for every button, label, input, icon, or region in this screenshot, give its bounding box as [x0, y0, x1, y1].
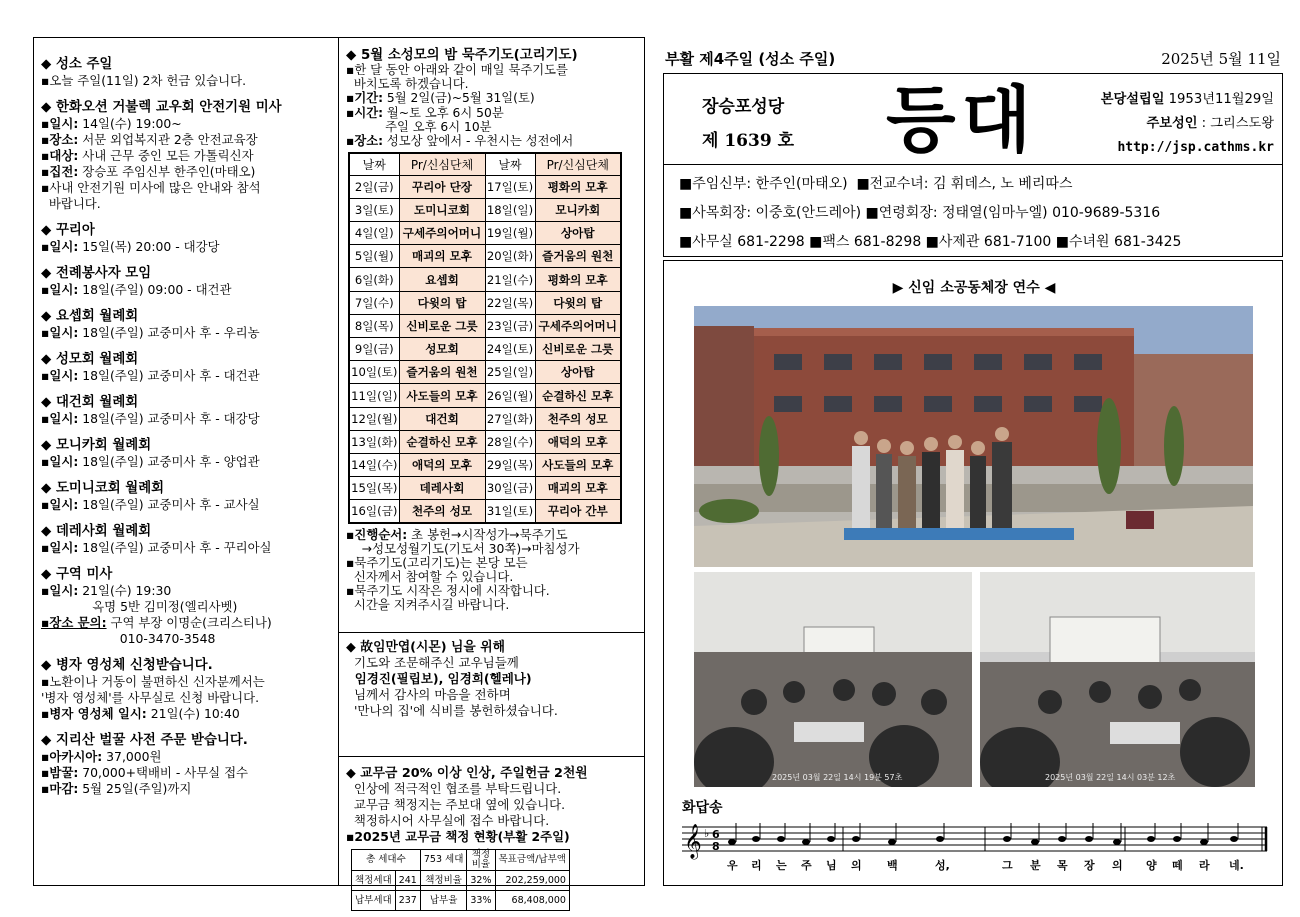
label: ▪일시:: [41, 368, 79, 383]
text-line: 바치도록 하겠습니다.: [346, 77, 469, 92]
section-district-mass: [41, 566, 332, 647]
text-line: 옥명 5반 김미정(엘리사벳): [41, 599, 238, 614]
text-line: 인상에 적극적인 협조를 부탁드립니다.: [346, 781, 562, 797]
date-cell: 14일(수): [349, 453, 399, 476]
date-cell: 27일(화): [485, 407, 535, 430]
date-cell: 9일(금): [349, 338, 399, 361]
photo-section-title: ▶ 신임 소공동체장 연수 ◀: [892, 280, 1056, 296]
middle-column: [338, 37, 645, 906]
lyric-syllable: 성,: [935, 859, 950, 872]
group-cell: 매괴의 모후: [535, 477, 621, 500]
staff-line: ■사목회장: 이중호(안드레아) ■연령회장: 정태열(임마누엘) 010-9689-5316: [679, 205, 1161, 221]
date-cell: 24일(토): [485, 338, 535, 361]
text: 18일(주일) 교중미사 후 - 대건관: [78, 368, 260, 383]
group-cell: 사도들의 모후: [399, 384, 485, 407]
section-title: ◆ 故임만엽(시몬) 님을 위해: [346, 640, 505, 655]
table-row: [352, 871, 570, 891]
group-cell: 매괴의 모후: [399, 245, 485, 268]
section-monica: [41, 437, 332, 470]
label: ▪병자 영성체 일시:: [41, 706, 147, 721]
text: 18일(주일) 교중미사 후 - 양업관: [78, 454, 260, 469]
church-name: 장승포성당: [702, 97, 785, 117]
section-title: ◆ 5월 소성모의 밤 묵주기도(고리기도): [346, 48, 578, 63]
section-title: ◆ 꾸리아: [41, 223, 95, 238]
date-cell: 5일(월): [349, 245, 399, 268]
staff-line: ■사무실 681-2298 ■팩스 681-8298 ■사제관 681-7100 ■수녀원 681-3425: [679, 234, 1182, 250]
table-row: [349, 500, 621, 523]
music-staff: [682, 821, 1272, 881]
group-cell: 애덕의 모후: [535, 430, 621, 453]
table-row: [349, 268, 621, 291]
section-honey-order: [41, 732, 332, 797]
section-title: ◆ 한화오션 거불렉 교우회 안전기원 미사: [41, 100, 282, 115]
music-note: [752, 836, 760, 842]
table-header-row: [349, 153, 621, 175]
music-note: [1147, 836, 1155, 842]
label: ▪일시:: [41, 540, 79, 555]
group-cell: 천주의 성모: [535, 407, 621, 430]
masthead: [663, 73, 1283, 165]
date-cell: 10일(토): [349, 361, 399, 384]
text-line: ▪노환이나 거동이 불편하신 신자분께서는: [41, 674, 265, 689]
date-cell: 17일(토): [485, 175, 535, 198]
column-header: Pr/신심단체: [399, 153, 485, 175]
table-row: [349, 477, 621, 500]
text-line: 님께서 감사의 마음을 전하며: [346, 687, 511, 703]
text-line: 임경진(필립보), 임경희(헬레나): [346, 671, 532, 687]
date-cell: 3일(토): [349, 198, 399, 221]
table-row: [349, 453, 621, 476]
date-cell: 28일(수): [485, 430, 535, 453]
music-note: [728, 839, 736, 845]
table-row: [349, 175, 621, 198]
group-cell: 순결하신 모후: [399, 430, 485, 453]
issue-number: 제 1639 호: [702, 131, 794, 151]
group-cell: 천주의 성모: [399, 500, 485, 523]
group-cell: 다윗의 탑: [399, 291, 485, 314]
date-cell: 8일(목): [349, 314, 399, 337]
group-photo-illustration: [694, 306, 1253, 567]
group-cell: 즐거움의 원천: [399, 361, 485, 384]
section-title: ◆ 성소 주일: [41, 57, 113, 72]
text-line: 바랍니다.: [41, 196, 101, 211]
text-line: '만나의 집'에 식비를 봉헌하셨습니다.: [346, 703, 558, 719]
group-cell: 순결하신 모후: [535, 384, 621, 407]
label: 본당설립일: [1100, 92, 1165, 107]
text-line: '병자 영성체'를 사무실로 신청 바랍니다.: [41, 690, 260, 705]
group-cell: 상아탑: [535, 222, 621, 245]
dues-section: [339, 756, 644, 911]
date-cell: 19일(월): [485, 222, 535, 245]
text: 장승포 주임신부 한주인(마태오): [78, 164, 256, 179]
date-cell: 22일(목): [485, 291, 535, 314]
table-row: [349, 384, 621, 407]
label: ▪집전:: [41, 164, 79, 179]
section-title: ◆ 모니카회 월례회: [41, 438, 152, 453]
page-header: [665, 48, 1281, 70]
date-cell: 25일(일): [485, 361, 535, 384]
group-cell: 성모회: [399, 338, 485, 361]
group-cell: 구세주의어머니: [535, 314, 621, 337]
section-title: ◆ 전례봉사자 모임: [41, 266, 152, 281]
lecture-photo-illustration: [980, 572, 1255, 787]
issue-date: 2025년 5월 11일: [1161, 50, 1281, 68]
date-cell: 21일(수): [485, 268, 535, 291]
group-cell: 꾸리아 단장: [399, 175, 485, 198]
music-note: [888, 839, 896, 845]
text-line: ▪2025년 교무금 책정 현황(부활 2주일): [346, 829, 570, 845]
lyric-syllable: 는: [776, 859, 787, 872]
group-cell: 데레사회: [399, 477, 485, 500]
music-note: [777, 836, 785, 842]
table-row: [349, 430, 621, 453]
text: 18일(주일) 교중미사 후 - 꾸리아실: [78, 540, 272, 555]
rosary-notes: [339, 528, 644, 612]
text: 5월 25일(주일)까지: [78, 781, 192, 796]
table-row: [349, 338, 621, 361]
group-cell: 모니카회: [535, 198, 621, 221]
music-note: [802, 839, 810, 845]
text: 18일(주일) 09:00 - 대건관: [78, 282, 232, 297]
lyric-syllable: 주: [801, 859, 812, 872]
section-joseph: [41, 308, 332, 341]
table-cell: 241: [395, 871, 420, 891]
section-curia: [41, 222, 332, 255]
text-line: 시간을 지켜주시길 바랍니다.: [346, 597, 510, 613]
parish-meta: 본당설립일 1953년11월29일 주보성인 : 그리스도왕 http://jsp.cathms.kr: [1101, 88, 1274, 160]
group-cell: 상아탑: [535, 361, 621, 384]
table-cell: 책정세대: [352, 871, 396, 891]
label: ▪장소 문의:: [41, 615, 107, 630]
text: 21일(수) 19:30: [78, 583, 172, 598]
column-header: Pr/신심단체: [535, 153, 621, 175]
text-line: ▪한 달 동안 아래와 같이 매일 묵주기도를: [346, 63, 568, 77]
text: 성모상 앞에서 - 우천시는 성전에서: [383, 134, 574, 149]
section-mary: [41, 351, 332, 384]
label: ▪일시:: [41, 454, 79, 469]
music-note: [1003, 836, 1011, 842]
date-cell: 31일(토): [485, 500, 535, 523]
table-cell: 총 세대수: [352, 850, 421, 871]
text: 초 봉헌→시작성가→묵주기도: [407, 527, 568, 543]
table-row: [349, 407, 621, 430]
text-line: 기도와 조문해주신 교우님들께: [346, 655, 519, 671]
text: 18일(주일) 교중미사 후 - 대강당: [78, 411, 260, 426]
date-cell: 29일(목): [485, 453, 535, 476]
table-row: [349, 198, 621, 221]
group-cell: 구세주의어머니: [399, 222, 485, 245]
photo-timestamp: 2025년 03월 22일 14시 19분 57초: [772, 773, 903, 782]
section-title: ◆ 요셉회 월례회: [41, 309, 139, 324]
date-cell: 2일(금): [349, 175, 399, 198]
staff-line: ■주임신부: 한주인(마태오) ■전교수녀: 김 휘데스, 노 베리따스: [679, 176, 1073, 192]
text: 14일(수) 19:00~: [78, 116, 182, 131]
date-cell: 7일(수): [349, 291, 399, 314]
lyric-syllable: 의: [1112, 859, 1123, 872]
text: 18일(주일) 교중미사 후 - 교사실: [78, 497, 260, 512]
label: ▪장소:: [346, 134, 384, 149]
lyric-syllable: 우: [727, 859, 738, 872]
lyric-syllable: 그: [1002, 859, 1013, 872]
label: ▪일시:: [41, 497, 79, 512]
rosary-schedule-table: [348, 152, 622, 524]
table-cell: 68,408,000: [495, 891, 569, 911]
table-cell: 753 세대: [420, 850, 467, 871]
group-cell: 사도들의 모후: [535, 453, 621, 476]
music-note: [1113, 839, 1121, 845]
label: ▪장소:: [41, 132, 79, 147]
date-cell: 4일(일): [349, 222, 399, 245]
group-cell: 도미니코회: [399, 198, 485, 221]
label: ▪일시:: [41, 282, 79, 297]
date-cell: 16일(금): [349, 500, 399, 523]
lyric-syllable: 양: [1146, 859, 1157, 872]
bulletin-title: 등대: [886, 78, 1038, 162]
label: ▪일시:: [41, 239, 79, 254]
text-line: 주일 오후 6시 10분: [346, 119, 492, 134]
table-cell: 237: [395, 891, 420, 911]
table-row: [349, 222, 621, 245]
photo-section: [663, 260, 1283, 886]
text-line: 교무금 책정지는 주보대 옆에 있습니다.: [346, 797, 566, 813]
table-row: [349, 314, 621, 337]
label: ▪마감:: [41, 781, 79, 796]
left-column: [33, 37, 339, 886]
text-line: 책정하시어 사무실에 접수 바랍니다.: [346, 813, 550, 829]
section-title: ◆ 지리산 벌꿀 사전 주문 받습니다.: [41, 733, 248, 748]
table-cell: 33%: [467, 891, 495, 911]
date-cell: 13일(화): [349, 430, 399, 453]
date-cell: 12일(월): [349, 407, 399, 430]
label: ▪일시:: [41, 583, 79, 598]
lyric-syllable: 백: [887, 859, 898, 872]
section-title: ◆ 도미니코회 월례회: [41, 481, 165, 496]
staff-contacts: [663, 164, 1283, 257]
patron-saint: 그리스도왕: [1210, 116, 1274, 131]
group-cell: 애덕의 모후: [399, 453, 485, 476]
table-cell: 책정 비율: [467, 850, 495, 871]
text-line: ▪사내 안전기원 미사에 많은 안내와 참석: [41, 180, 261, 195]
music-note: [936, 836, 944, 842]
group-photo: [694, 306, 1253, 567]
section-title: ◆ 성모회 월례회: [41, 352, 139, 367]
table-cell: 납부세대: [352, 891, 396, 911]
text: 15일(목) 20:00 - 대강당: [78, 239, 220, 254]
text: 서문 외업복지관 2층 안전교육장: [78, 132, 258, 147]
text-line: ▪오늘 주일(11일) 2차 헌금 있습니다.: [41, 73, 247, 88]
svg-text:♭: ♭: [704, 827, 710, 840]
label: ▪밤꿀:: [41, 765, 79, 780]
table-row: [349, 291, 621, 314]
text-line: 신자께서 참여할 수 있습니다.: [346, 569, 514, 585]
text: 37,000원: [102, 749, 162, 764]
lyric-syllable: 장: [1084, 859, 1095, 872]
table-row: [352, 850, 570, 871]
lyric-syllable: 분: [1030, 859, 1041, 872]
music-note: [1031, 839, 1039, 845]
text: 월~토 오후 6시 50분: [383, 105, 504, 120]
lyric-syllable: 리: [751, 859, 762, 872]
label: ▪일시:: [41, 325, 79, 340]
group-cell: 꾸리아 간부: [535, 500, 621, 523]
section-title: ◆ 교무금 20% 이상 인상, 주일헌금 2천원: [346, 766, 588, 781]
group-cell: 다윗의 탑: [535, 291, 621, 314]
label: 주보성인: [1146, 116, 1198, 131]
group-cell: 신비로운 그릇: [535, 338, 621, 361]
music-note: [1085, 836, 1093, 842]
date-cell: 30일(금): [485, 477, 535, 500]
section-dominic: [41, 480, 332, 513]
music-note: [827, 836, 835, 842]
treble-clef-icon: 𝄞: [684, 824, 702, 859]
date-cell: 20일(화): [485, 245, 535, 268]
date-cell: 15일(목): [349, 477, 399, 500]
group-cell: 평화의 모후: [535, 268, 621, 291]
music-note: [1200, 839, 1208, 845]
group-cell: 즐거움의 원천: [535, 245, 621, 268]
lyric-syllable: 네.: [1229, 859, 1244, 872]
lyric-syllable: 떼: [1172, 859, 1183, 872]
text: 구역 부장 이명순(크리스티나): [106, 615, 272, 630]
date-cell: 6일(화): [349, 268, 399, 291]
text: 18일(주일) 교중미사 후 - 우리농: [78, 325, 260, 340]
table-cell: 납부율: [420, 891, 467, 911]
table-row: [349, 361, 621, 384]
liturgical-day: 부활 제4주일 (성소 주일): [665, 50, 836, 68]
group-cell: 평화의 모후: [535, 175, 621, 198]
date-cell: 23일(금): [485, 314, 535, 337]
table-row: [352, 891, 570, 911]
lyric-syllable: 님: [826, 859, 837, 872]
date-cell: 18일(일): [485, 198, 535, 221]
music-note: [1058, 836, 1066, 842]
lecture-photo-illustration: [694, 572, 972, 787]
date-cell: 26일(월): [485, 384, 535, 407]
section-safety-mass: [41, 99, 332, 212]
text: 사내 근무 중인 모든 가톨릭신자: [78, 148, 254, 163]
section-title: ◆ 병자 영성체 신청받습니다.: [41, 658, 213, 673]
text: 70,000+택배비 - 사무실 접수: [78, 765, 249, 780]
text: 5월 2일(금)~5월 31일(토): [383, 91, 535, 106]
table-row: [349, 245, 621, 268]
music-note: [1230, 836, 1238, 842]
svg-text:6: 6: [712, 828, 720, 841]
music-note: [1173, 836, 1181, 842]
text-line: ▪묵주기도 시작은 정시에 시작합니다.: [346, 583, 550, 599]
label: ▪기간:: [346, 91, 384, 106]
lyric-syllable: 목: [1057, 859, 1068, 872]
section-title: ◆ 데레사회 월례회: [41, 524, 152, 539]
section-vocation-sunday: [41, 56, 332, 89]
responsorial-psalm-title: 화답송: [682, 800, 723, 816]
section-title: ◆ 대건회 월례회: [41, 395, 139, 410]
text: 21일(수) 10:40: [146, 706, 240, 721]
text-line: →성모성월기도(기도서 30쪽)→마침성가: [346, 541, 580, 557]
label: ▪아카시아:: [41, 749, 103, 764]
group-cell: 요셉회: [399, 268, 485, 291]
label: ▪일시:: [41, 116, 79, 131]
label: ▪시간:: [346, 105, 384, 120]
label: ▪진행순서:: [346, 527, 408, 543]
svg-text:8: 8: [712, 840, 720, 853]
photo-timestamp: 2025년 03월 22일 14시 03분 12초: [1045, 773, 1176, 782]
dues-table: [351, 849, 570, 911]
label: ▪대상:: [41, 148, 79, 163]
memorial-section: [339, 632, 644, 719]
text-line: 010-3470-3548: [41, 631, 216, 646]
music-note: [852, 836, 860, 842]
rosary-section: [339, 38, 644, 148]
founded-date: 1953년11월29일: [1168, 92, 1274, 107]
section-liturgy-meeting: [41, 265, 332, 298]
website-link[interactable]: http://jsp.cathms.kr: [1117, 140, 1274, 155]
section-daegeon: [41, 394, 332, 427]
section-theresa: [41, 523, 332, 556]
column-header: 날짜: [349, 153, 399, 175]
group-cell: 대건회: [399, 407, 485, 430]
lecture-photo-1: [694, 572, 972, 787]
text-line: ▪묵주기도(고리기도)는 본당 모든: [346, 555, 528, 571]
table-cell: 목표금액/납부액: [495, 850, 569, 871]
group-cell: 신비로운 그릇: [399, 314, 485, 337]
section-title: ◆ 구역 미사: [41, 567, 113, 582]
label: ▪일시:: [41, 411, 79, 426]
lyric-syllable: 라: [1199, 859, 1210, 872]
lyric-syllable: 의: [851, 859, 862, 872]
section-sick-communion: [41, 657, 332, 722]
table-cell: 책정비율: [420, 871, 467, 891]
table-cell: 202,259,000: [495, 871, 569, 891]
table-cell: 32%: [467, 871, 495, 891]
column-header: 날짜: [485, 153, 535, 175]
date-cell: 11일(일): [349, 384, 399, 407]
lecture-photo-2: [980, 572, 1255, 787]
